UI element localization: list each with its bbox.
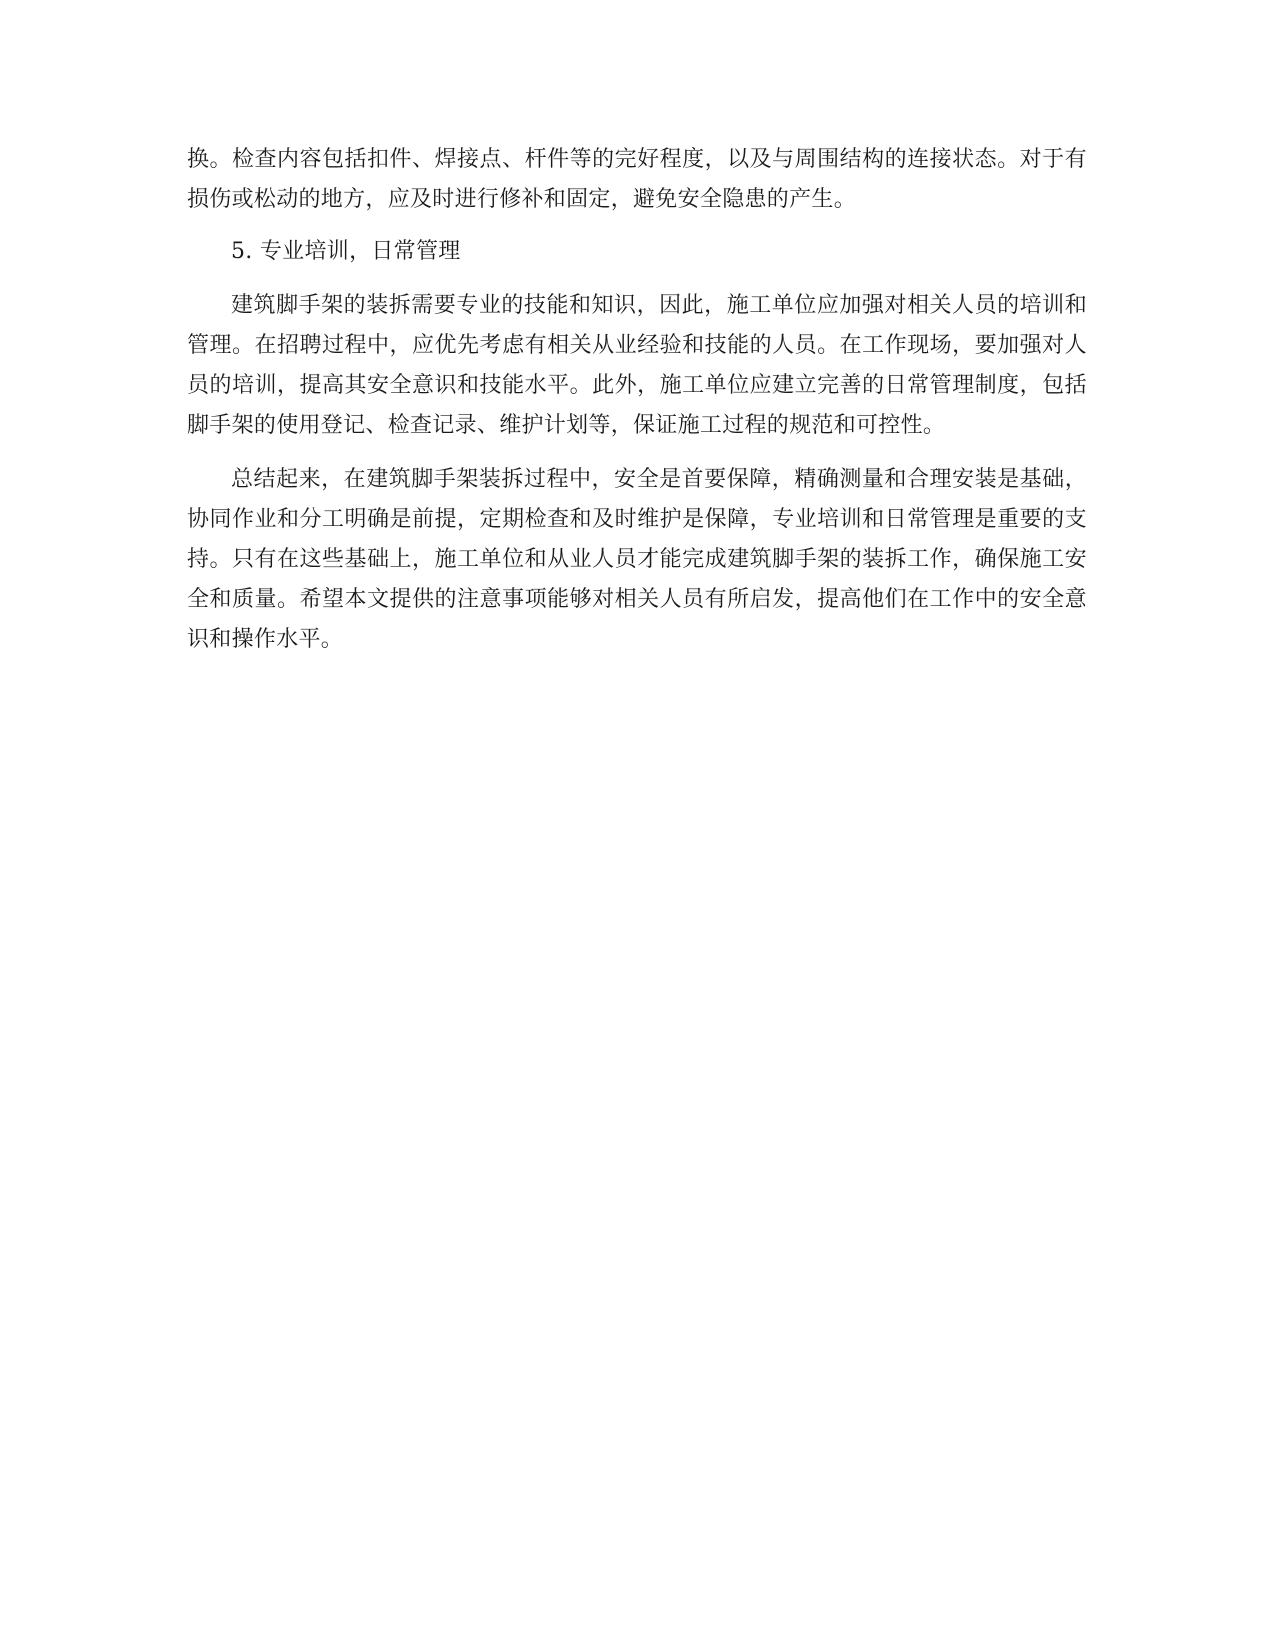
conclusion-paragraph: 总结起来，在建筑脚手架装拆过程中，安全是首要保障，精确测量和合理安装是基础，协同作业和分工明确是前提，定期检查和及时维护是保障，专业培训和日常管理是重要的支持。只有在这些基础上，施工单位和从业人员才能完成建筑脚手架的装拆工作，确保施工安全和质量。希望本文提供的注意事项能够对相关人员有所启发，提高他们在工作中的安全意识和操作水平。 bbox=[187, 467, 1087, 652]
section-paragraph: 建筑脚手架的装拆需要专业的技能和知识，因此，施工单位应加强对相关人员的培训和管理。在招聘过程中，应优先考虑有相关从业经验和技能的人员。在工作现场，要加强对人员的培训，提高其安全意识和技能水平。此外，施工单位应建立完善的日常管理制度，包括脚手架的使用登记、检查记录、维护计划等，保证施工过程的规范和可控性。 bbox=[187, 293, 1087, 438]
continuation-paragraph: 换。检查内容包括扣件、焊接点、杆件等的完好程度，以及与周围结构的连接状态。对于有损伤或松动的地方，应及时进行修补和固定，避免安全隐患的产生。 bbox=[187, 147, 1087, 212]
document-body bbox=[187, 140, 1087, 660]
section-heading: 5. 专业培训，日常管理 bbox=[231, 239, 461, 264]
